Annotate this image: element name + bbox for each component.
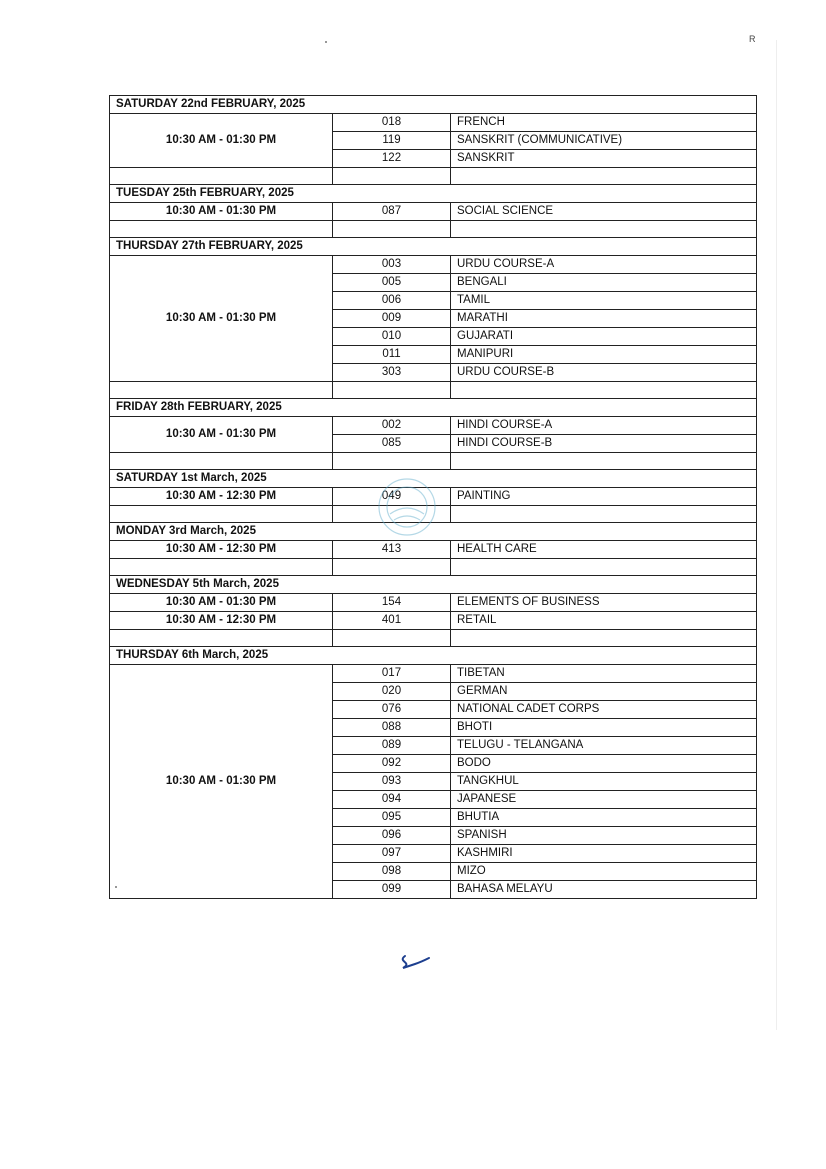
spacer-row — [110, 559, 757, 576]
subject-name: JAPANESE — [451, 791, 757, 809]
day-header-row — [110, 185, 757, 203]
page-edge-line — [776, 40, 777, 1030]
exam-time: 10:30 AM - 01:30 PM — [110, 256, 333, 382]
exam-time: 10:30 AM - 12:30 PM — [110, 488, 333, 506]
subject-name: SANSKRIT — [451, 150, 757, 168]
board-seal-watermark — [376, 476, 438, 538]
subject-name: URDU COURSE-B — [451, 364, 757, 382]
day-header: THURSDAY 6th March, 2025 — [110, 647, 757, 665]
subject-name: ELEMENTS OF BUSINESS — [451, 594, 757, 612]
day-header-row — [110, 238, 757, 256]
empty-cell — [110, 168, 333, 185]
subject-code: 119 — [333, 132, 451, 150]
subject-name: BODO — [451, 755, 757, 773]
day-header-row — [110, 576, 757, 594]
empty-cell — [333, 221, 451, 238]
subject-name: HINDI COURSE-A — [451, 417, 757, 435]
empty-cell — [333, 382, 451, 399]
subject-row — [110, 594, 757, 612]
subject-code: 017 — [333, 665, 451, 683]
subject-row — [110, 612, 757, 630]
subject-name: HINDI COURSE-B — [451, 435, 757, 453]
scan-dot — [325, 41, 327, 43]
subject-name: TELUGU - TELANGANA — [451, 737, 757, 755]
subject-name: TAMIL — [451, 292, 757, 310]
subject-code: 154 — [333, 594, 451, 612]
subject-name: SOCIAL SCIENCE — [451, 203, 757, 221]
subject-row — [110, 203, 757, 221]
subject-name: SANSKRIT (COMMUNICATIVE) — [451, 132, 757, 150]
exam-time: 10:30 AM - 01:30 PM — [110, 114, 333, 168]
spacer-row — [110, 382, 757, 399]
subject-code: 049 — [333, 488, 451, 506]
subject-code: 003 — [333, 256, 451, 274]
empty-cell — [333, 453, 451, 470]
subject-code: 018 — [333, 114, 451, 132]
subject-row — [110, 541, 757, 559]
subject-name: HEALTH CARE — [451, 541, 757, 559]
empty-cell — [110, 382, 333, 399]
empty-cell — [110, 559, 333, 576]
subject-code: 095 — [333, 809, 451, 827]
subject-name: TIBETAN — [451, 665, 757, 683]
subject-name: TANGKHUL — [451, 773, 757, 791]
subject-code: 087 — [333, 203, 451, 221]
empty-cell — [451, 559, 757, 576]
subject-code: 011 — [333, 346, 451, 364]
empty-cell — [110, 630, 333, 647]
empty-cell — [451, 506, 757, 523]
subject-name: BENGALI — [451, 274, 757, 292]
spacer-row — [110, 453, 757, 470]
subject-code: 122 — [333, 150, 451, 168]
spacer-row — [110, 630, 757, 647]
exam-time: 10:30 AM - 01:30 PM — [110, 665, 333, 899]
subject-code: 006 — [333, 292, 451, 310]
subject-name: URDU COURSE-A — [451, 256, 757, 274]
subject-code: 076 — [333, 701, 451, 719]
subject-code: 099 — [333, 881, 451, 899]
empty-cell — [451, 168, 757, 185]
empty-cell — [333, 168, 451, 185]
day-header: FRIDAY 28th FEBRUARY, 2025 — [110, 399, 757, 417]
subject-code: 010 — [333, 328, 451, 346]
subject-code: 088 — [333, 719, 451, 737]
subject-code: 005 — [333, 274, 451, 292]
day-header-row — [110, 399, 757, 417]
day-header-row — [110, 96, 757, 114]
subject-row — [110, 665, 757, 683]
exam-time: 10:30 AM - 01:30 PM — [110, 417, 333, 453]
subject-code: 401 — [333, 612, 451, 630]
subject-code: 092 — [333, 755, 451, 773]
subject-name: MANIPURI — [451, 346, 757, 364]
subject-name: BHUTIA — [451, 809, 757, 827]
subject-name: RETAIL — [451, 612, 757, 630]
day-header: MONDAY 3rd March, 2025 — [110, 523, 757, 541]
empty-cell — [110, 453, 333, 470]
subject-code: 094 — [333, 791, 451, 809]
day-header: THURSDAY 27th FEBRUARY, 2025 — [110, 238, 757, 256]
subject-code: 020 — [333, 683, 451, 701]
subject-code: 093 — [333, 773, 451, 791]
empty-cell — [333, 559, 451, 576]
exam-time: 10:30 AM - 12:30 PM — [110, 612, 333, 630]
subject-code: 303 — [333, 364, 451, 382]
subject-name: PAINTING — [451, 488, 757, 506]
subject-name: FRENCH — [451, 114, 757, 132]
day-header-row — [110, 647, 757, 665]
day-header: SATURDAY 22nd FEBRUARY, 2025 — [110, 96, 757, 114]
empty-cell — [451, 382, 757, 399]
day-header: TUESDAY 25th FEBRUARY, 2025 — [110, 185, 757, 203]
subject-name: GERMAN — [451, 683, 757, 701]
subject-code: 096 — [333, 827, 451, 845]
empty-cell — [110, 221, 333, 238]
empty-cell — [110, 506, 333, 523]
empty-cell — [333, 630, 451, 647]
subject-name: NATIONAL CADET CORPS — [451, 701, 757, 719]
empty-cell — [451, 453, 757, 470]
day-header: WEDNESDAY 5th March, 2025 — [110, 576, 757, 594]
exam-time: 10:30 AM - 01:30 PM — [110, 203, 333, 221]
subject-name: MARATHI — [451, 310, 757, 328]
subject-name: SPANISH — [451, 827, 757, 845]
empty-cell — [451, 630, 757, 647]
subject-row — [110, 256, 757, 274]
subject-name: KASHMIRI — [451, 845, 757, 863]
subject-row — [110, 417, 757, 435]
exam-time: 10:30 AM - 12:30 PM — [110, 541, 333, 559]
subject-name: GUJARATI — [451, 328, 757, 346]
day-header: SATURDAY 1st March, 2025 — [110, 470, 757, 488]
subject-code: 002 — [333, 417, 451, 435]
empty-cell — [451, 221, 757, 238]
subject-code: 413 — [333, 541, 451, 559]
signature-mark — [395, 950, 431, 976]
subject-code: 089 — [333, 737, 451, 755]
page-corner-mark: R — [749, 34, 756, 44]
subject-name: BHOTI — [451, 719, 757, 737]
spacer-row — [110, 168, 757, 185]
subject-name: MIZO — [451, 863, 757, 881]
spacer-row — [110, 221, 757, 238]
subject-row — [110, 114, 757, 132]
subject-code: 098 — [333, 863, 451, 881]
exam-time: 10:30 AM - 01:30 PM — [110, 594, 333, 612]
subject-name: BAHASA MELAYU — [451, 881, 757, 899]
subject-code: 009 — [333, 310, 451, 328]
subject-code: 097 — [333, 845, 451, 863]
subject-code: 085 — [333, 435, 451, 453]
